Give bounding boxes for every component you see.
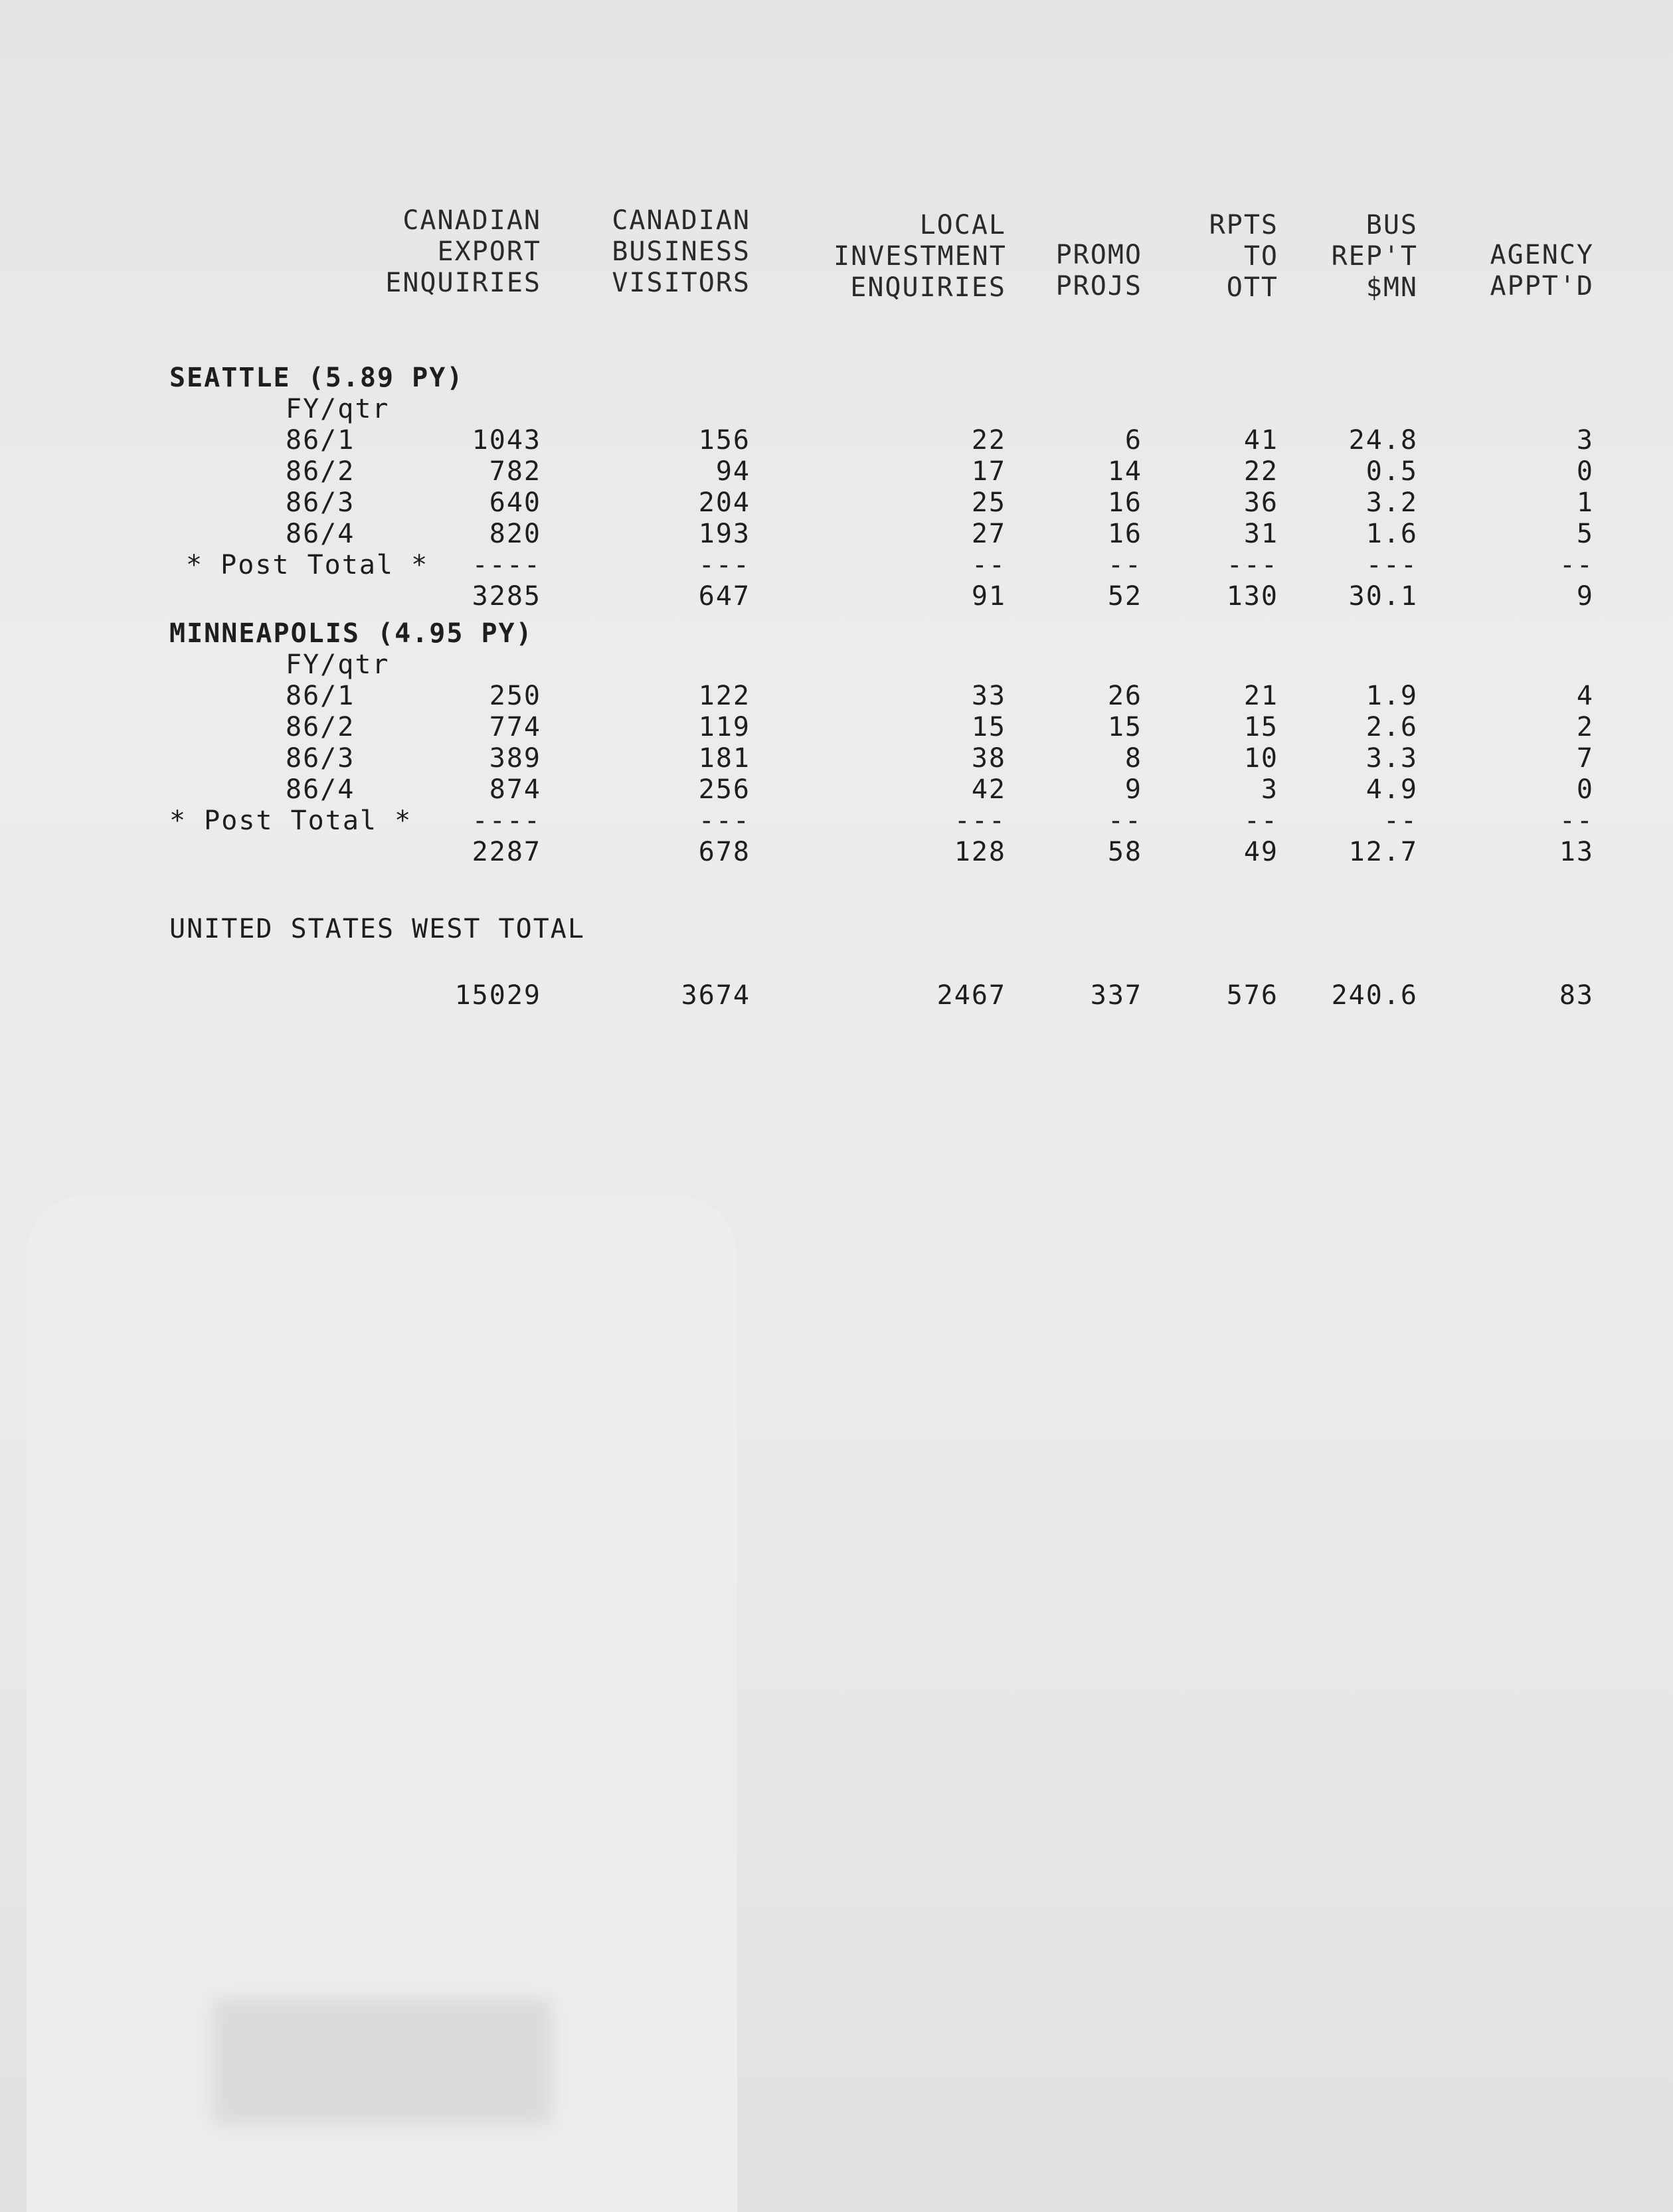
total-separator-dashes: -- [1107,806,1142,836]
grand-total-value: 15029 [454,980,541,1011]
table-cell: 193 [698,519,750,549]
total-separator-dashes: --- [1365,550,1418,580]
table-cell: 0 [1576,456,1594,487]
grand-total-value: 337 [1090,980,1142,1011]
section-total-value: 91 [971,581,1006,612]
column-header-line: TO [1243,241,1278,272]
row-period-label: 86/1 [286,681,355,711]
row-period-label: 86/3 [286,743,355,774]
table-cell: 15 [1107,712,1142,742]
column-header-line: EXPORT [437,236,541,267]
column-header-line: PROMO [1055,240,1142,270]
table-cell: 41 [1243,425,1278,456]
table-cell: 640 [489,487,541,518]
table-cell: 1 [1576,487,1594,518]
table-cell: 3.2 [1365,487,1418,518]
section-subheader: FY/qtr [286,394,390,424]
column-header-line: OTT [1226,272,1278,303]
table-cell: 0 [1576,774,1594,805]
table-cell: 8 [1124,743,1142,774]
row-period-label: 86/2 [286,456,355,487]
table-cell: 27 [971,519,1006,549]
column-header-line: $MN [1365,272,1418,303]
table-cell: 7 [1576,743,1594,774]
table-cell: 31 [1243,519,1278,549]
table-cell: 22 [971,425,1006,456]
post-total-label: * Post Total * [169,806,412,836]
table-cell: 250 [489,681,541,711]
total-separator-dashes: --- [954,806,1006,836]
row-period-label: 86/4 [286,519,355,549]
row-period-label: 86/2 [286,712,355,742]
table-cell: 3.3 [1365,743,1418,774]
table-cell: 4.9 [1365,774,1418,805]
column-header-line: CANADIAN [612,205,750,236]
table-cell: 782 [489,456,541,487]
table-cell: 26 [1107,681,1142,711]
table-cell: 16 [1107,519,1142,549]
grand-total-value: 576 [1226,980,1278,1011]
table-cell: 6 [1124,425,1142,456]
column-header-line: PROJS [1055,271,1142,301]
section-total-value: 647 [698,581,750,612]
total-separator-dashes: -- [1243,806,1278,836]
section-total-value: 3285 [472,581,541,612]
column-header-line: REP'T [1331,241,1418,272]
total-separator-dashes: --- [1226,550,1278,580]
table-cell: 1043 [472,425,541,456]
section-total-value: 130 [1226,581,1278,612]
grand-total-value: 240.6 [1331,980,1418,1011]
table-cell: 3 [1576,425,1594,456]
section-subheader: FY/qtr [286,649,390,680]
column-header-line: INVESTMENT [834,241,1007,272]
table-cell: 22 [1243,456,1278,487]
grand-total-value: 83 [1559,980,1594,1011]
grand-total-value: 2467 [936,980,1006,1011]
column-header-line: ENQUIRIES [385,268,541,298]
table-cell: 5 [1576,519,1594,549]
table-cell: 42 [971,774,1006,805]
section-total-value: 678 [698,837,750,867]
table-cell: 14 [1107,456,1142,487]
section-total-value: 12.7 [1348,837,1418,867]
table-cell: 24.8 [1348,425,1418,456]
section-title: SEATTLE (5.89 PY) [169,363,464,393]
column-header-line: CANADIAN [402,205,541,236]
table-cell: 33 [971,681,1006,711]
section-title: MINNEAPOLIS (4.95 PY) [169,618,533,649]
table-cell: 94 [715,456,750,487]
table-cell: 15 [1243,712,1278,742]
column-header-line: LOCAL [919,210,1006,240]
table-cell: 1.9 [1365,681,1418,711]
total-separator-dashes: -- [1383,806,1418,836]
row-period-label: 86/3 [286,487,355,518]
total-separator-dashes: ---- [472,550,541,580]
column-header-line: BUSINESS [612,236,750,267]
table-cell: 25 [971,487,1006,518]
table-cell: 1.6 [1365,519,1418,549]
section-total-value: 52 [1107,581,1142,612]
total-separator-dashes: ---- [472,806,541,836]
row-period-label: 86/4 [286,774,355,805]
table-cell: 181 [698,743,750,774]
total-separator-dashes: --- [698,550,750,580]
grand-total-label: UNITED STATES WEST TOTAL [169,914,585,944]
row-period-label: 86/1 [286,425,355,456]
table-cell: 2.6 [1365,712,1418,742]
table-cell: 204 [698,487,750,518]
table-cell: 16 [1107,487,1142,518]
total-separator-dashes: --- [698,806,750,836]
column-header-line: VISITORS [612,268,750,298]
section-total-value: 128 [954,837,1006,867]
column-header-line: RPTS [1209,210,1278,240]
table-cell: 17 [971,456,1006,487]
section-total-value: 58 [1107,837,1142,867]
column-header-line: ENQUIRIES [850,272,1006,303]
table-cell: 874 [489,774,541,805]
section-total-value: 49 [1243,837,1278,867]
column-header-line: APPT'D [1490,271,1594,301]
table-cell: 3 [1261,774,1278,805]
table-cell: 4 [1576,681,1594,711]
table-cell: 9 [1124,774,1142,805]
table-cell: 389 [489,743,541,774]
table-cell: 820 [489,519,541,549]
total-separator-dashes: -- [1107,550,1142,580]
table-cell: 256 [698,774,750,805]
column-header-line: AGENCY [1490,240,1594,270]
total-separator-dashes: -- [1559,806,1594,836]
table-cell: 774 [489,712,541,742]
table-cell: 2 [1576,712,1594,742]
table-cell: 21 [1243,681,1278,711]
section-total-value: 13 [1559,837,1594,867]
table-cell: 156 [698,425,750,456]
smudge-mark [213,1999,551,2125]
section-total-value: 2287 [472,837,541,867]
post-total-label: * Post Total * [186,550,429,580]
section-total-value: 30.1 [1348,581,1418,612]
section-total-value: 9 [1576,581,1594,612]
column-header-line: BUS [1365,210,1418,240]
table-cell: 10 [1243,743,1278,774]
table-cell: 119 [698,712,750,742]
total-separator-dashes: -- [971,550,1006,580]
table-cell: 15 [971,712,1006,742]
table-cell: 122 [698,681,750,711]
total-separator-dashes: -- [1559,550,1594,580]
table-cell: 0.5 [1365,456,1418,487]
table-cell: 38 [971,743,1006,774]
table-cell: 36 [1243,487,1278,518]
grand-total-value: 3674 [681,980,750,1011]
